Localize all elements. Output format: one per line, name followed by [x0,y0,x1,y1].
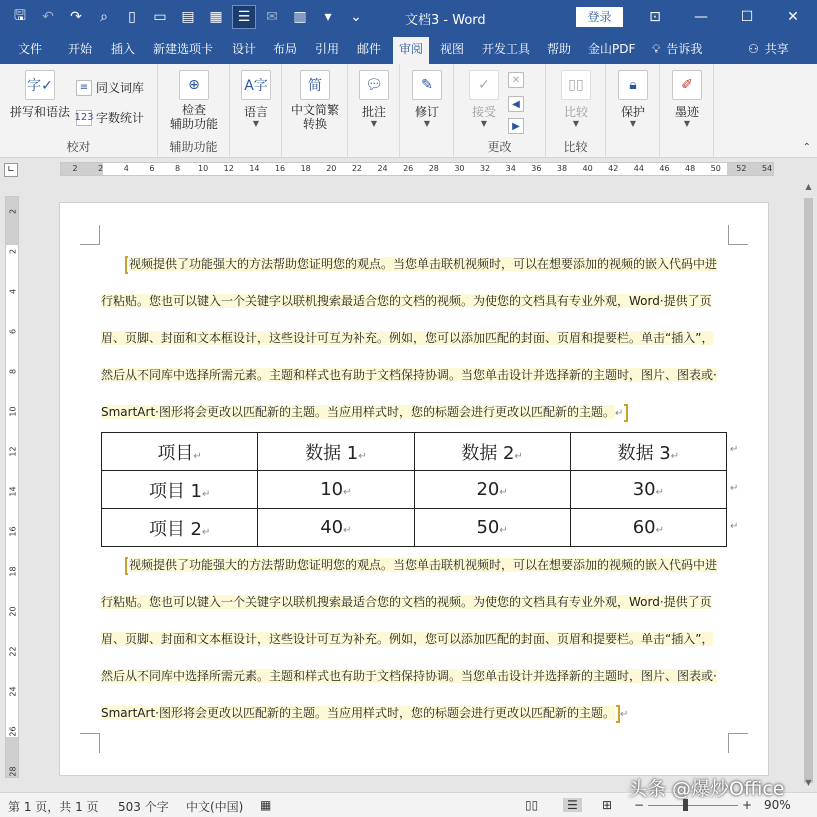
vertical-ruler[interactable] [5,196,19,778]
ruler-number: 24 [8,686,18,697]
tab-references[interactable]: 引用 [315,42,340,56]
ruler-number: 20 [8,606,18,617]
scroll-up-icon[interactable]: ▲ [805,182,812,191]
ruler-number: 2 [8,248,18,255]
ruler-number: 18 [300,164,311,173]
paragraph-2[interactable] [101,547,733,732]
table-cell[interactable] [102,433,258,471]
crop-mark [728,733,748,753]
ruler-number: 2 [72,164,78,173]
tell-me-box[interactable] [652,34,702,64]
protect-caret-icon: ▼ [629,119,637,128]
web-layout-view-icon[interactable]: ⊞ [602,798,613,812]
ruler-number: 28 [428,164,439,173]
table-cell[interactable] [258,433,414,471]
paragraph-line [101,658,733,695]
cell-end-mark: ↵ [499,487,508,498]
cell-end-mark: ↵ [499,525,508,536]
paragraph-line [101,246,733,283]
cell-end-mark: ↵ [202,488,211,500]
minimize-icon[interactable]: — [694,9,708,25]
line-text: 眉、页脚、封面和文本框设计，这些设计可互为补充。例如，您可以添加匹配的封面、页眉和提要栏。单击“插入”， [101,331,714,345]
accept-label: 接受 [471,105,496,119]
check-accessibility-label: 检查 辅助功能 [169,103,218,131]
accept-icon: ✓ [469,70,499,100]
read-mode-view-icon[interactable]: ▯▯ [525,798,539,812]
row-end-mark: ↵ [730,521,739,532]
spell-check-icon: 字✓ [25,70,55,100]
group-tracking [400,64,454,158]
cell-end-mark: ↵ [655,487,665,498]
language-status[interactable]: 中文(中国) [186,800,244,814]
print-preview-icon[interactable]: ⌕ [100,9,108,25]
ink-caret-icon: ▼ [683,119,691,128]
spelling-label: 拼写和语法 [9,105,70,119]
maximize-icon[interactable]: ☐ [740,9,754,25]
tab-review[interactable]: 审阅 [393,37,429,64]
cell-text: 40 [320,517,344,538]
zoom-slider[interactable] [648,805,738,806]
paragraph-mark: ↵ [619,709,629,720]
line-text: 然后从不同库中选择所需元素。主题和样式也有助于文档保持协调。当您单击设计并选择新的主题时，图片、图表或· [101,368,717,382]
ruler-number: 10 [8,406,18,417]
proofing-group-label: 校对 [66,140,91,154]
tab-home[interactable]: 开始 [68,42,93,56]
ruler-number: 6 [149,164,155,173]
vertical-ruler-numbers [6,197,18,777]
comment-icon: 💬︎ [359,70,389,100]
paragraph-line [101,621,733,658]
cell-text: 数据 1 [305,442,359,464]
line-text: SmartArt·图形将会更改以匹配新的主题。当应用样式时，您的标题会进行更改以匹配新的主题。 [101,405,615,419]
document-page[interactable] [59,202,769,776]
bookmark-start-mark [125,256,128,274]
ruler-number: 44 [633,164,644,173]
ruler-number: 14 [8,486,18,497]
language-caret-icon: ▼ [252,119,260,128]
ruler-number: 26 [403,164,414,173]
line-text: 行粘贴。您也可以键入一个关键字以联机搜索最适合您的文档的视频。为使您的文档具有专业外观，Word·提供了页 [101,294,712,308]
horizontal-ruler[interactable] [60,162,774,176]
line-text: 眉、页脚、封面和文本框设计，这些设计可互为补充。例如，您可以添加匹配的封面、页眉和提要栏。单击“插入”， [101,632,714,646]
redo-icon[interactable]: ↷ [70,9,82,25]
lightbulb-icon: 💡︎ [652,42,661,56]
paragraph-line [101,357,733,394]
tell-me-label: 告诉我 [666,42,703,56]
simplified-traditional-icon: 简 [300,70,330,100]
next-change-button[interactable] [508,118,524,134]
protect-button[interactable] [617,70,649,128]
tab-help[interactable]: 帮助 [547,42,572,56]
ruler-number: 52 [736,164,747,173]
cell-end-mark: ↵ [670,450,680,462]
scroll-down-icon[interactable]: ▼ [805,778,812,787]
line-text: SmartArt·图形将会更改以匹配新的主题。当应用样式时，您的标题会进行更改以匹配新的主题。 [101,706,615,720]
quick-access-toolbar [8,4,368,30]
share-label: 共享 [764,42,789,56]
ruler-number: 28 [8,766,18,777]
table-cell[interactable] [102,471,258,509]
ruler-number: 48 [685,164,696,173]
new-doc-icon[interactable]: ▯ [128,9,136,25]
ruler-number: 38 [556,164,568,173]
compare-caret-icon: ▼ [572,119,580,128]
crop-mark [80,733,100,753]
line-text: 行粘贴。您也可以键入一个关键字以联机搜索最适合您的文档的视频。为使您的文档具有专业外观，Word·提供了页 [101,595,712,609]
ruler-numbers [61,163,773,175]
tab-design[interactable]: 设计 [232,42,257,56]
data-table[interactable] [101,432,727,547]
tab-new-tab[interactable]: 新建选项卡 [153,42,214,56]
document-title: 文档3 - Word [405,13,486,28]
compare-icon: ▯▯ [561,70,591,100]
watermark-text: 头条 @爆炒Office [628,778,785,800]
compare-button[interactable] [558,70,594,128]
collapse-ribbon-icon[interactable]: ⌃ [802,142,811,153]
save-icon[interactable]: 🖫 [14,8,26,24]
ruler-number: 32 [479,164,491,173]
columns-icon[interactable]: ▥ [293,9,307,25]
protect-label: 保护 [620,105,645,119]
format-icon[interactable]: ▦ [209,9,223,25]
group-language [230,64,282,158]
chinese-conversion-button[interactable] [286,70,344,131]
cell-text: 项目 [157,442,194,464]
previous-change-button[interactable] [508,96,524,112]
table-cell[interactable] [570,509,726,547]
previous-change-icon: ◀ [508,96,524,112]
cell-end-mark: ↵ [343,487,352,498]
ruler-number: 4 [8,288,18,295]
table-cell[interactable] [414,509,570,547]
cell-end-mark: ↵ [514,450,523,462]
ruler-number: 6 [8,328,18,335]
ruler-number: 2 [8,208,18,215]
cell-text: 60 [632,517,656,538]
line-text: 视频提供了功能强大的方法帮助您证明您的观点。当您单击联机视频时，可以在想要添加的视频的嵌入代码中进 [129,257,718,271]
group-chinese-conversion [282,64,348,158]
paragraph-1[interactable] [101,246,733,431]
thesaurus-button[interactable] [76,79,144,96]
tab-kingsoft-pdf[interactable]: 金山PDF [588,42,636,56]
close-icon[interactable]: ✕ [787,9,799,25]
paragraph-mark: ↵ [614,408,624,419]
ruler-number: 12 [223,164,234,173]
paragraph-line [101,695,733,732]
paragraph-line [101,320,733,357]
ruler-number: 36 [531,164,542,173]
cell-text: 项目 1 [148,480,203,502]
accept-button[interactable] [466,70,502,128]
ruler-number: 16 [8,526,18,537]
vertical-scrollbar[interactable] [800,180,817,792]
check-accessibility-button[interactable] [164,70,224,131]
dropdown-icon[interactable]: ▾ [324,9,332,25]
ink-button[interactable] [671,70,703,128]
accessibility-icon: ⊕ [179,70,209,100]
ruler-number: 18 [8,566,18,577]
line-text: 然后从不同库中选择所需元素。主题和样式也有助于文档保持协调。当您单击设计并选择新的主题时，图片、图表或· [101,669,717,683]
table-header-row [102,433,727,471]
word-count-status[interactable]: 503 个字 [118,800,169,814]
email-icon[interactable]: ✉ [266,9,278,25]
ink-label: 墨迹 [674,105,699,119]
language-button[interactable] [240,70,272,128]
changes-group-label: 更改 [487,140,512,154]
track-changes-label: 修订 [414,105,439,119]
table-cell[interactable] [258,509,414,547]
scroll-thumb[interactable] [804,198,813,783]
table-cell[interactable] [570,433,726,471]
next-change-icon: ▶ [508,118,524,134]
print-layout-view-icon[interactable]: ☰ [563,798,582,812]
compare-group-label: 比较 [563,140,588,154]
ruler-number: 12 [8,446,18,457]
group-changes [454,64,546,158]
ruler-number: 8 [8,368,18,375]
paragraph-line [101,394,733,431]
ruler-number: 8 [174,164,181,173]
group-comments [348,64,400,158]
ruler-number: 22 [8,646,18,657]
word-count-button[interactable] [76,109,144,126]
table-row [102,471,727,509]
cell-text: 50 [476,517,500,538]
ink-icon: ✐ [672,70,702,100]
zoom-level[interactable]: 90% [764,798,791,812]
paragraph-line [101,283,733,320]
paragraph-line [101,584,733,621]
cell-end-mark: ↵ [358,450,367,462]
ruler-number: 2 [98,164,104,173]
accept-caret-icon: ▼ [480,119,488,128]
ruler-number: 42 [608,164,619,173]
comments-label: 批注 [361,105,386,119]
ruler-number: 46 [659,164,670,173]
open-folder-icon[interactable]: ▭ [153,9,167,25]
ruler-number: 50 [710,164,721,173]
comments-button[interactable] [358,70,390,128]
table-row [102,509,727,547]
login-button[interactable]: 登录 [576,7,623,27]
paste-icon[interactable]: ▤ [181,9,195,25]
tab-insert[interactable]: 插入 [111,42,136,56]
zoom-in-button[interactable]: + [742,798,753,812]
ruler-number: 10 [198,164,209,173]
thesaurus-label: 同义词库 [96,81,145,95]
reject-icon: ✕ [508,72,524,88]
thesaurus-icon: ≡ [76,80,92,96]
group-proofing [0,64,158,158]
macro-recording-icon[interactable]: ▦ [260,798,272,812]
cell-text: 20 [476,479,500,500]
ruler-number: 40 [582,164,593,173]
cell-text: 30 [632,479,656,500]
crop-mark [80,225,100,245]
ribbon-display-icon[interactable]: ⊡ [649,9,661,25]
table-cell[interactable] [414,433,570,471]
group-ink [660,64,714,158]
ruler-number: 24 [377,164,388,173]
table-cell[interactable] [102,509,258,547]
language-label: 语言 [243,105,268,119]
chinese-conversion-label: 中文简繁 转换 [290,103,339,131]
cell-end-mark: ↵ [202,526,211,538]
tab-developer[interactable]: 开发工具 [482,42,531,56]
compare-label: 比较 [563,105,588,119]
language-icon: A字 [241,70,271,100]
horizontal-ruler-area [0,158,817,180]
line-text: 视频提供了功能强大的方法帮助您证明您的观点。当您单击联机视频时，可以在想要添加的视频的嵌入代码中进 [129,558,718,572]
ruler-number: 26 [8,726,18,737]
ruler-number: 20 [326,164,337,173]
group-compare [546,64,606,158]
tab-view[interactable]: 视图 [440,42,465,56]
lock-icon: 🔒︎ [618,70,648,100]
cell-end-mark: ↵ [193,450,202,462]
ruler-number: 34 [505,164,516,173]
cell-text: 项目 2 [148,518,203,540]
undo-icon[interactable]: ↶ [42,9,54,25]
read-mode-icon[interactable]: ☰ [232,5,256,29]
ruler-number: 14 [249,164,260,173]
bookmark-end-mark [624,404,628,422]
ruler-number: 54 [761,164,773,173]
zoom-out-button[interactable]: − [634,798,645,812]
table-cell[interactable] [414,471,570,509]
track-changes-button[interactable] [411,70,443,128]
ruler-number: 4 [123,164,129,173]
ruler-number: 22 [351,164,363,173]
row-end-mark: ↵ [730,483,739,494]
word-count-icon: 123 [76,110,92,126]
title-bar [0,0,817,34]
track-changes-icon: ✎ [412,70,442,100]
word-count-label: 字数统计 [96,111,145,125]
tab-selector-icon[interactable]: ∟ [4,163,18,177]
tab-mailings[interactable]: 邮件 [357,42,382,56]
cell-text: 数据 3 [617,442,671,464]
cell-end-mark: ↵ [655,525,665,536]
group-protect [606,64,660,158]
table-cell[interactable] [570,471,726,509]
page-count[interactable]: 第 1 页，共 1 页 [8,800,99,814]
customize-icon[interactable]: ⌄ [350,9,362,25]
person-icon: ⚇ [748,42,759,56]
group-accessibility [158,64,230,158]
tab-layout[interactable]: 布局 [273,42,298,56]
ruler-number: 30 [454,164,465,173]
share-button[interactable] [748,34,789,64]
cell-text: 10 [320,479,344,500]
ribbon [0,64,817,158]
ribbon-tabs [0,34,817,64]
tab-file[interactable]: 文件 [18,42,43,56]
table-cell[interactable] [258,471,414,509]
row-end-mark: ↵ [730,444,739,455]
cell-end-mark: ↵ [343,525,352,536]
crop-mark [728,225,748,245]
accessibility-group-label: 辅助功能 [169,140,218,154]
spelling-grammar-button[interactable] [8,70,72,120]
cell-text: 数据 2 [461,442,515,464]
tracking-caret-icon: ▼ [423,119,431,128]
comments-caret-icon: ▼ [370,119,378,128]
reject-button[interactable] [508,72,524,88]
paragraph-line [101,547,733,584]
bookmark-start-mark [125,557,128,575]
ruler-number: 16 [274,164,286,173]
